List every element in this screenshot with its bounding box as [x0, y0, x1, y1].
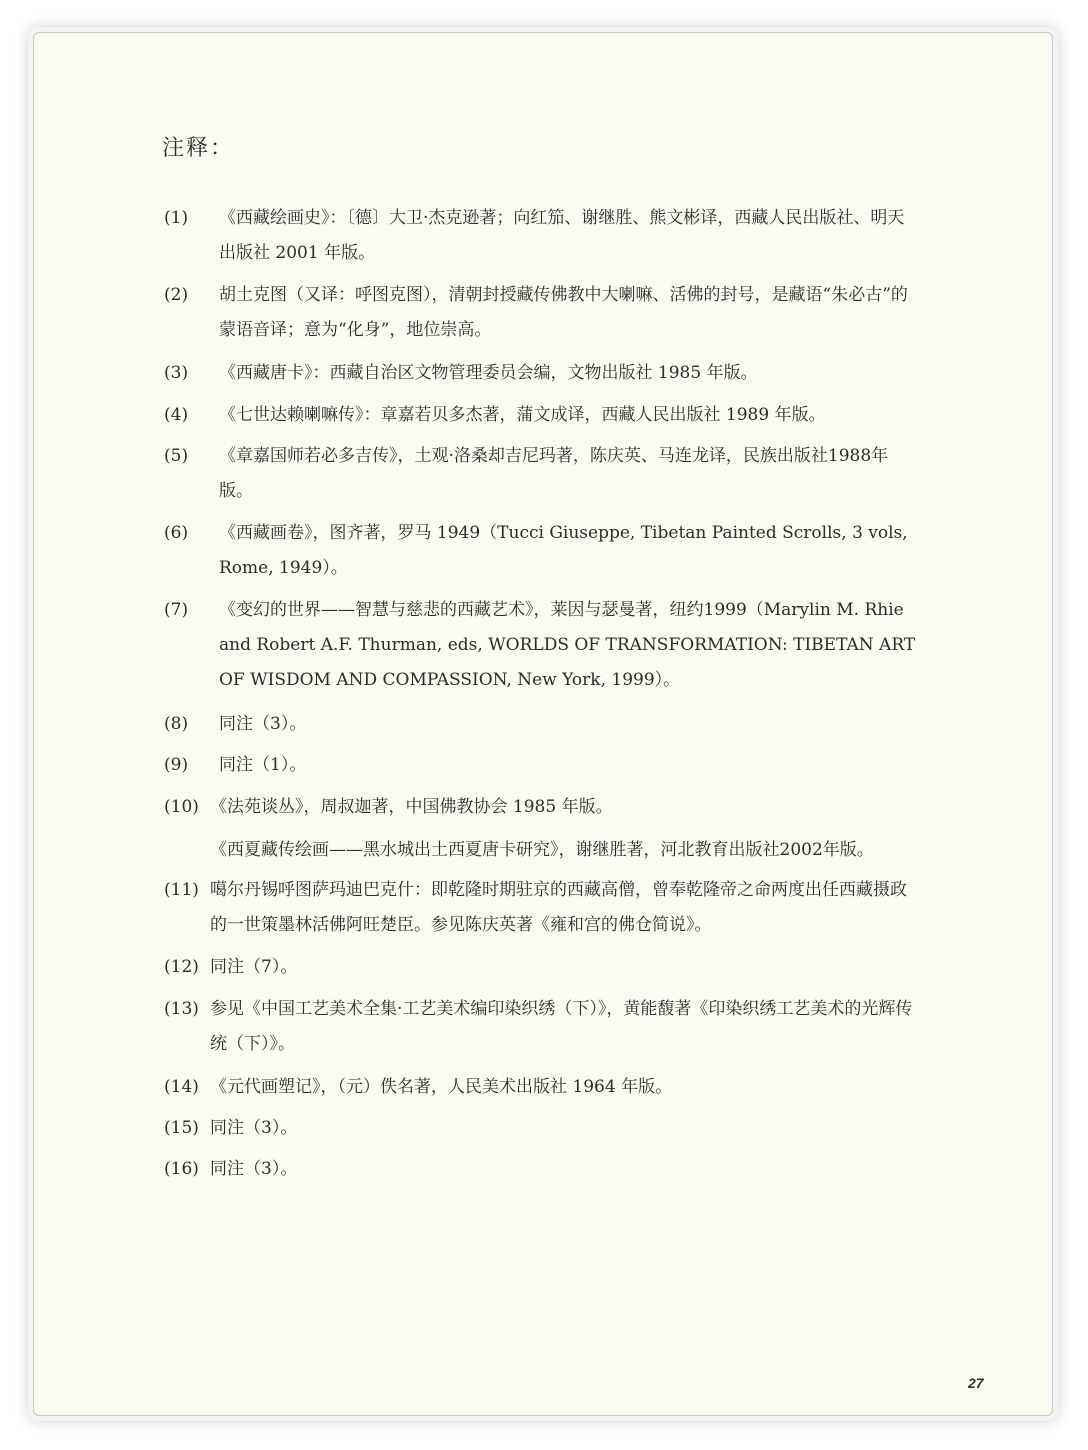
note-number: (9) [164, 755, 189, 775]
note-number: (5) [164, 446, 189, 466]
note-3 [164, 356, 916, 391]
note-number: (13) [164, 999, 199, 1019]
note-number: (8) [164, 714, 189, 734]
note-text: 《西夏藏传绘画——黑水城出土西夏唐卡研究》，谢继胜著，河北教育出版社2002年版。 [210, 840, 874, 860]
note-text: 《法苑谈丛》，周叔迦著，中国佛教协会 1985 年版。 [210, 797, 613, 817]
note-14 [164, 1070, 916, 1105]
note-text: 《西藏绘画史》：〔德〕大卫·杰克逊著；向红笳、谢继胜、熊文彬译，西藏人民出版社、明天出版社 2001 年版。 [219, 208, 905, 263]
note-text: 《变幻的世界——智慧与慈悲的西藏艺术》，莱因与瑟曼著，纽约1999（Marylin M. Rhie and Robert A.F. Thurman, eds, WORLDS OF TRANSFORMATION: TIBETAN ART OF WISDOM AND COMPASSION, New York, 1999）。 [219, 600, 916, 690]
note-number: (2) [164, 285, 189, 305]
note-text: 胡土克图（又译：呼图克图），清朝封授藏传佛教中大喇嘛、活佛的封号，是藏语“朱必古”的蒙语音译；意为“化身”，地位崇高。 [219, 285, 908, 340]
note-6 [164, 516, 916, 586]
note-text: 同注（3）。 [210, 1159, 298, 1179]
note-text: 《章嘉国师若必多吉传》，土观·洛桑却吉尼玛著，陈庆英、马连龙译，民族出版社1988年版。 [219, 446, 889, 501]
note-10 [164, 790, 916, 825]
note-number: (10) [164, 797, 199, 817]
note-text: 《西藏唐卡》：西藏自治区文物管理委员会编，文物出版社 1985 年版。 [219, 363, 758, 383]
note-2 [164, 278, 916, 348]
note-number: (1) [164, 208, 189, 228]
note-8 [164, 707, 916, 742]
note-9 [164, 748, 916, 783]
note-11 [164, 873, 916, 943]
note-text: 同注（7）。 [210, 957, 298, 977]
note-4 [164, 398, 916, 433]
note-text: 《元代画塑记》，（元）佚名著，人民美术出版社 1964 年版。 [210, 1077, 673, 1097]
note-12 [164, 950, 916, 985]
note-text: 同注（1）。 [219, 755, 307, 775]
note-number: (12) [164, 957, 199, 977]
note-number: (7) [164, 600, 189, 620]
note-16 [164, 1152, 916, 1187]
note-number: (14) [164, 1077, 199, 1097]
note-number: (6) [164, 523, 189, 543]
note-text: 《七世达赖喇嘛传》：章嘉若贝多杰著，蒲文成译，西藏人民出版社 1989 年版。 [219, 405, 826, 425]
note-text: 《西藏画卷》，图齐著，罗马 1949（Tucci Giuseppe, Tibetan Painted Scrolls, 3 vols, Rome, 1949）。 [219, 523, 908, 578]
notes-heading: 注释： [162, 136, 235, 161]
note-text: 噶尔丹锡呼图萨玛迪巴克什：即乾隆时期驻京的西藏高僧，曾奉乾隆帝之命两度出任西藏摄政的一世策墨林活佛阿旺楚臣。参见陈庆英著《雍和宫的佛仓简说》。 [210, 880, 907, 935]
note-number: (11) [164, 880, 199, 900]
note-1 [164, 201, 916, 271]
note-number: (16) [164, 1159, 199, 1179]
page-number: 27 [968, 1375, 984, 1391]
note-text: 同注（3）。 [219, 714, 307, 734]
note-5 [164, 439, 916, 509]
note-7 [164, 593, 916, 698]
note-number: (15) [164, 1118, 199, 1138]
note-10-continued [164, 833, 916, 868]
note-text: 同注（3）。 [210, 1118, 298, 1138]
note-text: 参见《中国工艺美术全集·工艺美术编印染织绣（下）》，黄能馥著《印染织绣工艺美术的光辉传统（下）》。 [210, 999, 913, 1054]
note-number: (3) [164, 363, 189, 383]
note-number: (4) [164, 405, 189, 425]
document-page [33, 32, 1053, 1416]
note-13 [164, 992, 916, 1062]
note-15 [164, 1111, 916, 1146]
